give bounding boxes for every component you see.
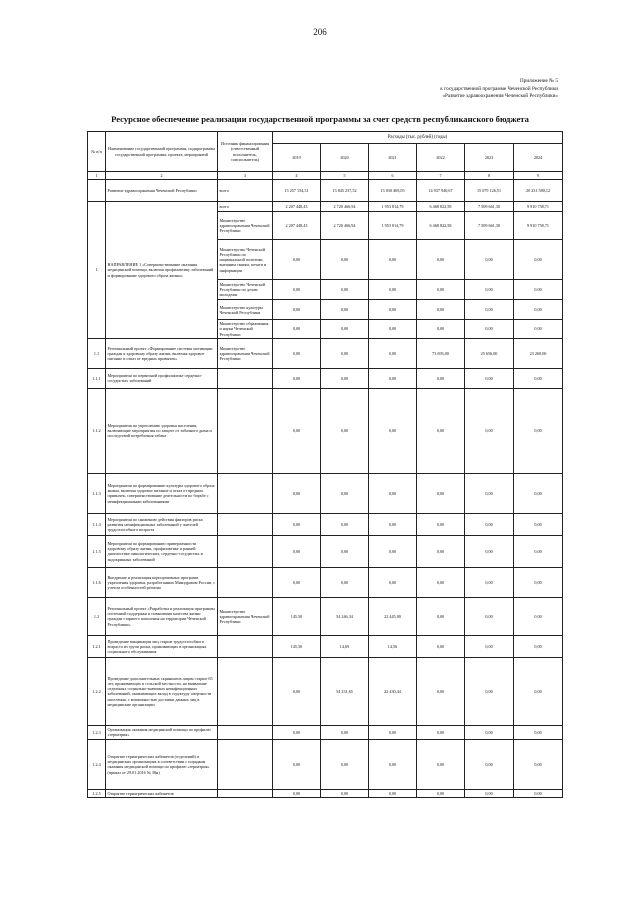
direction-value: 2 720 466,94 [321, 202, 369, 212]
direction-value: 0,00 [514, 240, 563, 280]
row-value: 0,00 [465, 789, 514, 797]
row-value: 73 693,00 [417, 338, 465, 368]
table-row [88, 338, 563, 368]
direction-value: 0,00 [514, 300, 563, 320]
row-name: Мероприятия по формированию культуры здорового образа жизни, включая здоровое питание и отказ от вредных привычек, совершенствование деятельности по борьбе с неинфекционными заболеваниями [106, 473, 218, 513]
row-value: 0,00 [514, 473, 563, 513]
direction-source: Министерство культуры Чеченской Республики [218, 300, 273, 320]
row-value: 0,00 [514, 535, 563, 567]
row-value: 0,00 [417, 513, 465, 535]
direction-value: 0,00 [369, 300, 417, 320]
row-source [218, 388, 273, 473]
direction-value: 0,00 [465, 240, 514, 280]
direction-value: 0,00 [369, 240, 417, 280]
direction-value: 0,00 [369, 280, 417, 300]
row-value: 0,00 [514, 567, 563, 597]
row-value: 0,00 [465, 535, 514, 567]
direction-value: 0,00 [465, 300, 514, 320]
row-value: 0,00 [465, 473, 514, 513]
row-value: 0,00 [465, 388, 514, 473]
row-value: 23 260,00 [514, 338, 563, 368]
direction-value: 1 953 814,79 [369, 202, 417, 212]
row-value: 0,00 [273, 657, 321, 725]
direction-name: НАПРАВЛЕНИЕ 1 «Совершенствование оказания медицинской помощи, включая профилактику заболеваний и формирование здорового образа жизни» [106, 202, 218, 339]
table-row [88, 388, 563, 473]
program-source: всего [218, 180, 273, 202]
direction-source: Министерство Чеченской Республики по национальной политике, внешним связям, печати и информации [218, 240, 273, 280]
row-value: 25 656,00 [465, 338, 514, 368]
row-value: 22 430,44 [369, 657, 417, 725]
row-value: 0,00 [417, 535, 465, 567]
header-num: № п/п [88, 132, 106, 172]
direction-value: 0,00 [273, 280, 321, 300]
row-name: Региональный проект «Разработка и реализация программы системной поддержки и повышения качества жизни граждан старшего поколения на территории Чеченской Республики» [106, 597, 218, 635]
row-source [218, 535, 273, 567]
row-index: 1.2.2 [88, 657, 106, 725]
row-value: 0,00 [369, 473, 417, 513]
row-value: 0,00 [321, 388, 369, 473]
row-value: 0,00 [273, 535, 321, 567]
row-value: 0,00 [273, 513, 321, 535]
direction-value: 6 468 822,58 [417, 202, 465, 212]
row-index: 1.1.1 [88, 368, 106, 388]
row-value: 0,00 [417, 597, 465, 635]
row-value: 0,00 [321, 473, 369, 513]
row-value: 0,00 [465, 567, 514, 597]
row-index: 1.2.3 [88, 725, 106, 739]
direction-value: 0,00 [417, 300, 465, 320]
row-value: 0,00 [369, 789, 417, 797]
row-value: 0,00 [514, 368, 563, 388]
row-name: Проведение дополнительных скринингов лицам старше 65 лет, проживающих в сельской местности, на выявление отдельных социально-значимых неинфекционных заболеваний, оказывающих вклад в структуру смертности населения, с возможностью доставки данных лиц в медицинские организации [106, 657, 218, 725]
row-name: Открытие гериатрических кабинетов [106, 789, 218, 797]
direction-value: 0,00 [321, 300, 369, 320]
row-value: 0,00 [417, 789, 465, 797]
row-name: Проведение вакцинации лиц старше трудоспособного возраста из групп риска, проживающих в организациях социального обслуживания [106, 635, 218, 657]
program-value: 13 257 154,31 [273, 180, 321, 202]
row-index: 1.2.4 [88, 739, 106, 789]
table-row [88, 789, 563, 797]
row-value: 0,00 [369, 368, 417, 388]
row-value: 0,00 [273, 473, 321, 513]
row-value: 0,00 [514, 635, 563, 657]
direction-value: 0,00 [321, 240, 369, 280]
row-value: 0,00 [514, 513, 563, 535]
row-name: Мероприятия по снижению действия факторов риска развития неинфекционных заболеваний у жителей трудоспособного возраста [106, 513, 218, 535]
row-value: 0,00 [417, 725, 465, 739]
row-value: 0,00 [321, 739, 369, 789]
table-row [88, 473, 563, 513]
direction-value: 1 953 814,79 [369, 212, 417, 240]
direction-value: 9 910 758,71 [514, 202, 563, 212]
appendix-line: Приложение № 5 [520, 78, 558, 84]
row-value: 0,00 [321, 567, 369, 597]
row-value: 0,00 [465, 725, 514, 739]
row-value: 0,00 [273, 338, 321, 368]
direction-value: 0,00 [417, 240, 465, 280]
document-title: Ресурсное обеспечение реализации государственной программы за счет средств республиканского бюджета [111, 114, 529, 124]
row-value: 0,00 [273, 388, 321, 473]
column-number: 9 [514, 172, 563, 180]
direction-value: 7 509 661,30 [465, 212, 514, 240]
row-value: 22 445,00 [369, 597, 417, 635]
header-year: 2022 [417, 144, 465, 172]
program-name: Развитие здравоохранения Чеченской Республики [106, 180, 218, 202]
direction-source: Министерство Чеченской Республики по делам молодежи [218, 280, 273, 300]
table-row [88, 513, 563, 535]
direction-source: Министерство образования и науки Чеченской Республики [218, 320, 273, 339]
column-number: 5 [321, 172, 369, 180]
table-row [88, 739, 563, 789]
direction-source: Министерство здравоохранения Чеченской Республики [218, 212, 273, 240]
row-value: 0,00 [514, 789, 563, 797]
row-value: 0,00 [369, 338, 417, 368]
program-value: 14 937 940,67 [417, 180, 465, 202]
appendix-line: «Развитие здравоохранения Чеченской Республики» [442, 93, 558, 99]
row-value: 54 231,65 [321, 657, 369, 725]
header-year: 2019 [273, 144, 321, 172]
direction-idx: 1 [88, 202, 106, 339]
direction-row [88, 202, 563, 212]
row-name: Внедрение и реализация корпоративных программ укрепления здоровья, разработанных Минздравом России, с учетом особенностей региона [106, 567, 218, 597]
row-value: 0,00 [369, 725, 417, 739]
row-value: 0,00 [417, 567, 465, 597]
table-row [88, 368, 563, 388]
row-value: 0,00 [321, 513, 369, 535]
direction-value: 7 509 661,30 [465, 202, 514, 212]
direction-value: 0,00 [273, 320, 321, 339]
row-value: 0,00 [321, 368, 369, 388]
column-number: 8 [465, 172, 514, 180]
row-source [218, 657, 273, 725]
row-value: 0,00 [465, 368, 514, 388]
header-year: 2021 [369, 144, 417, 172]
column-number: 6 [369, 172, 417, 180]
column-number: 3 [218, 172, 273, 180]
table-row [88, 567, 563, 597]
row-value: 0,00 [417, 473, 465, 513]
row-value: 0,00 [417, 739, 465, 789]
row-source [218, 739, 273, 789]
row-value: 14,56 [369, 635, 417, 657]
direction-value: 0,00 [465, 320, 514, 339]
row-index: 1.2 [88, 597, 106, 635]
column-number: 4 [273, 172, 321, 180]
row-index: 1.1 [88, 338, 106, 368]
direction-value: 0,00 [514, 280, 563, 300]
program-value: 13 845 237,52 [321, 180, 369, 202]
row-index: 1.1.4 [88, 513, 106, 535]
table-row [88, 535, 563, 567]
row-value: 0,00 [465, 657, 514, 725]
appendix-caption [440, 78, 558, 101]
column-number: 7 [417, 172, 465, 180]
row-value: 0,00 [514, 739, 563, 789]
direction-value: 0,00 [465, 280, 514, 300]
row-value: 0,00 [417, 635, 465, 657]
row-index: 1.1.2 [88, 388, 106, 473]
appendix-line: к государственной программе Чеченской Республики [440, 85, 558, 92]
row-source [218, 567, 273, 597]
direction-value: 9 910 758,71 [514, 212, 563, 240]
row-value: 14,69 [321, 635, 369, 657]
row-value: 0,00 [417, 657, 465, 725]
row-value: 54 246,34 [321, 597, 369, 635]
row-value: 0,00 [321, 535, 369, 567]
row-value: 0,00 [465, 597, 514, 635]
row-value: 0,00 [369, 388, 417, 473]
row-value: 0,00 [514, 388, 563, 473]
row-value: 0,00 [273, 567, 321, 597]
header-name: Наименование государственной программы, подпрограммы государственной программы, проекта, мероприятий [106, 132, 218, 172]
direction-value: 2 720 466,94 [321, 212, 369, 240]
row-name: Открытие гериатрических кабинетов (отделений) в медицинских организациях в соответствии с порядком оказания медицинской помощи по профилю «гериатрия» (приказ от 29.01.2016 № 38н) [106, 739, 218, 789]
row-source [218, 513, 273, 535]
row-value: 0,00 [369, 567, 417, 597]
direction-value: 0,00 [417, 320, 465, 339]
row-index: 1.2.1 [88, 635, 106, 657]
direction-value: 0,00 [321, 320, 369, 339]
budget-table [87, 131, 563, 798]
row-value: 0,00 [465, 513, 514, 535]
row-index: 1.1.3 [88, 473, 106, 513]
direction-source: всего [218, 202, 273, 212]
row-index: 1.1.6 [88, 567, 106, 597]
row-value: 145,50 [273, 635, 321, 657]
row-value: 0,00 [369, 535, 417, 567]
row-name: Региональный проект «Формирование системы мотивации граждан к здоровому образу жизни, включая здоровое питание и отказ от вредных привычек» [106, 338, 218, 368]
row-value: 0,00 [514, 657, 563, 725]
row-value: 0,00 [321, 789, 369, 797]
row-value: 0,00 [321, 338, 369, 368]
direction-value: 0,00 [514, 320, 563, 339]
row-value: 0,00 [465, 635, 514, 657]
direction-value: 0,00 [369, 320, 417, 339]
direction-value: 6 468 822,58 [417, 212, 465, 240]
row-value: 0,00 [514, 597, 563, 635]
header-year: 2020 [321, 144, 369, 172]
row-name: Организация оказания медицинской помощи по профилю «гериатрия» [106, 725, 218, 739]
row-source [218, 789, 273, 797]
row-value: 0,00 [273, 789, 321, 797]
table-row [88, 725, 563, 739]
row-value: 0,00 [417, 368, 465, 388]
page-number: 206 [313, 27, 327, 37]
row-index: 1.2.5 [88, 789, 106, 797]
row-value: 0,00 [465, 739, 514, 789]
row-value: 0,00 [417, 388, 465, 473]
row-value: 0,00 [273, 725, 321, 739]
direction-value: 0,00 [273, 240, 321, 280]
direction-value: 0,00 [273, 300, 321, 320]
row-source [218, 368, 273, 388]
header-year: 2023 [465, 144, 514, 172]
row-name: Мероприятия по формированию приверженности здоровому образу жизни, профилактике и ранней диагностике онкологических, сердечно-сосудистых и эндокринных заболеваний [106, 535, 218, 567]
direction-value: 2 207 448,43 [273, 202, 321, 212]
direction-value: 0,00 [321, 280, 369, 300]
row-value: 0,00 [321, 725, 369, 739]
row-source [218, 473, 273, 513]
row-source: Министерство здравоохранения Чеченской Республики [218, 338, 273, 368]
row-value: 0,00 [514, 725, 563, 739]
program-value: 13 030 469,05 [369, 180, 417, 202]
row-name: Мероприятия по укреплению здоровья населения, включающие мероприятия по защите от табачного дыма и последствий потребления табака [106, 388, 218, 473]
table-row [88, 597, 563, 635]
direction-value: 2 207 448,43 [273, 212, 321, 240]
program-row [88, 180, 563, 202]
header-year: 2024 [514, 144, 563, 172]
program-value: 20 231 580,12 [514, 180, 563, 202]
program-value: 15 079 126,51 [465, 180, 514, 202]
row-source: Министерство здравоохранения Чеченской Республики [218, 597, 273, 635]
header-expenses: Расходы (тыс. рублей) (годы) [273, 132, 563, 144]
table-row [88, 635, 563, 657]
row-source [218, 725, 273, 739]
row-value: 0,00 [273, 739, 321, 789]
row-value: 0,00 [369, 513, 417, 535]
column-number: 2 [106, 172, 218, 180]
row-index: 1.1.5 [88, 535, 106, 567]
table-row [88, 657, 563, 725]
direction-value: 0,00 [417, 280, 465, 300]
header-source: Источник финансирования (ответственный исполнитель, соисполнитель) [218, 132, 273, 172]
row-source [218, 635, 273, 657]
row-value: 0,00 [369, 739, 417, 789]
column-number: 1 [88, 172, 106, 180]
row-value: 145,50 [273, 597, 321, 635]
row-name: Мероприятия по первичной профилактике сердечно-сосудистых заболеваний [106, 368, 218, 388]
row-value: 0,00 [273, 368, 321, 388]
